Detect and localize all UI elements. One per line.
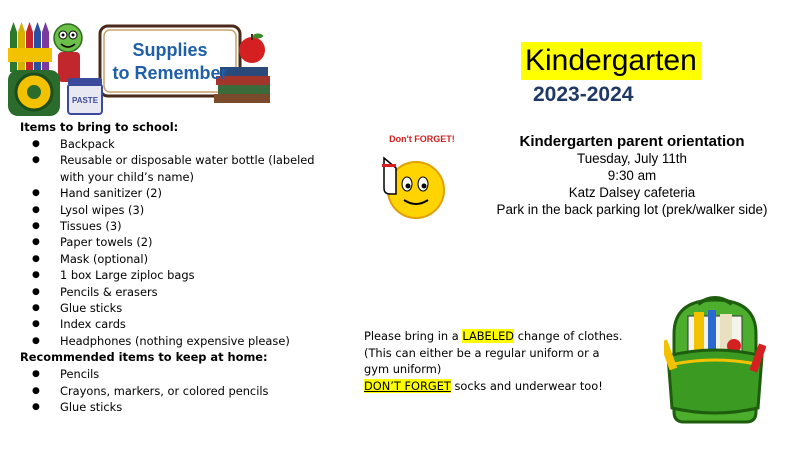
list-item: ● 1 box Large ziploc bags bbox=[20, 267, 360, 283]
orientation-location: Katz Dalsey cafeteria bbox=[568, 185, 696, 200]
page-title: Kindergarten bbox=[521, 42, 701, 80]
orientation-time: 9:30 am bbox=[607, 168, 657, 183]
keep-at-home-heading: Recommended items to keep at home: bbox=[20, 350, 268, 365]
list-item: ● Paper towels (2) bbox=[20, 234, 360, 250]
list-item: ● Mask (optional) bbox=[20, 251, 360, 267]
orientation-title: Kindergarten parent orientation bbox=[519, 133, 745, 150]
list-item: ● Crayons, markers, or colored pencils bbox=[20, 383, 360, 399]
orientation-details bbox=[462, 133, 800, 218]
banner-title-line2: to Remember bbox=[112, 63, 228, 83]
list-item: ● Glue sticks bbox=[20, 399, 360, 415]
list-item: ● Glue sticks bbox=[20, 300, 360, 316]
list-item: ● Index cards bbox=[20, 316, 360, 332]
list-item: ● Pencils & erasers bbox=[20, 284, 360, 300]
banner-title-line1: Supplies bbox=[132, 40, 208, 60]
note-text: Please bring in a bbox=[364, 329, 463, 343]
dont-forget-highlight: DON’T FORGET bbox=[364, 378, 451, 393]
keep-at-home-list bbox=[20, 366, 360, 415]
list-item: ● Headphones (nothing expensive please) bbox=[20, 333, 360, 349]
supplies-banner-image bbox=[4, 8, 276, 116]
dont-forget-sign: Don't FORGET! bbox=[389, 134, 455, 144]
paste-jar-label: PASTE bbox=[71, 96, 99, 105]
orientation-parking: Park in the back parking lot (prek/walker side) bbox=[496, 202, 768, 217]
list-item: ● Reusable or disposable water bottle (labeled with your child’s name) bbox=[20, 152, 320, 185]
dont-forget-smiley-image bbox=[362, 128, 462, 228]
note-text: change of clothes. (This can either be a regular uniform or a gym uniform) bbox=[364, 329, 623, 377]
list-item: ● Tissues (3) bbox=[20, 218, 360, 234]
supply-list bbox=[20, 119, 360, 416]
labeled-highlight: LABELED bbox=[462, 329, 515, 343]
school-year: 2023-2024 bbox=[533, 83, 634, 106]
list-item: ● Hand sanitizer (2) bbox=[20, 185, 360, 201]
bring-to-school-list bbox=[20, 136, 360, 349]
clothes-note bbox=[364, 328, 624, 394]
orientation-date: Tuesday, July 11th bbox=[577, 151, 687, 166]
bring-to-school-heading: Items to bring to school: bbox=[20, 120, 179, 134]
list-item: ● Pencils bbox=[20, 366, 360, 382]
list-item: ● Backpack bbox=[20, 136, 360, 152]
backpack-image bbox=[664, 294, 766, 428]
list-item: ● Lysol wipes (3) bbox=[20, 202, 360, 218]
note-text: socks and underwear too! bbox=[450, 378, 603, 393]
